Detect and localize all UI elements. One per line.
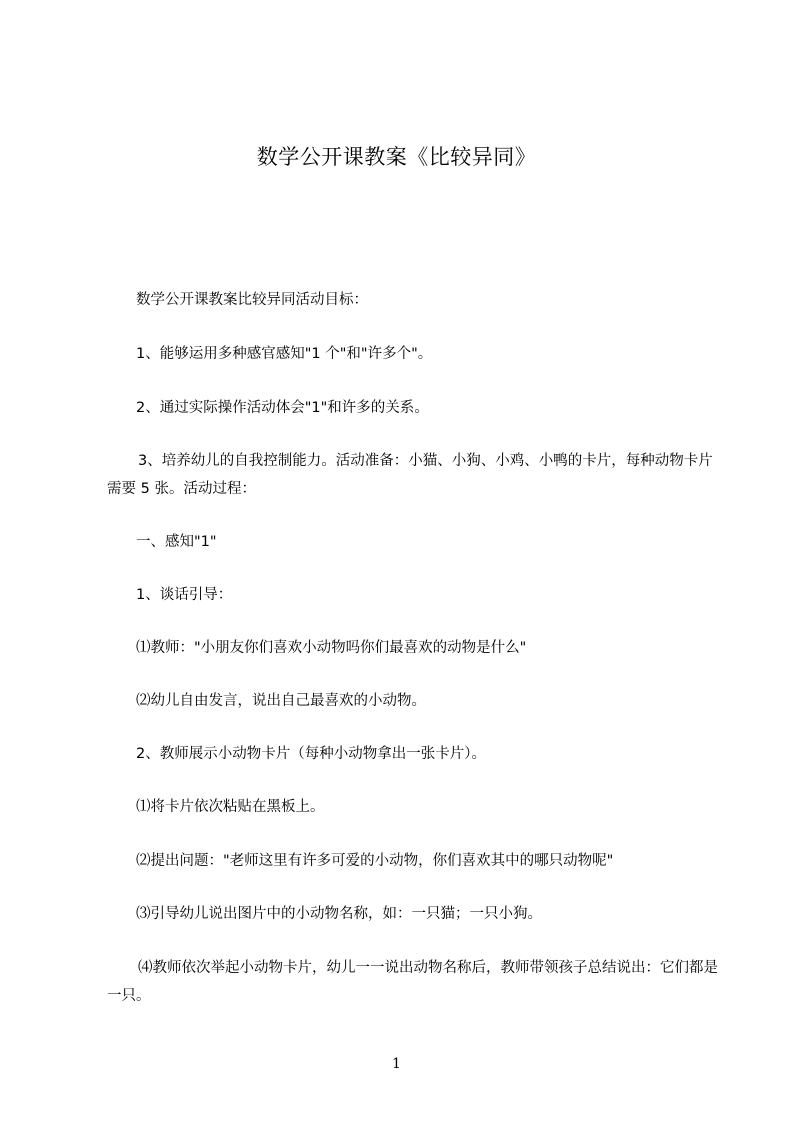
paragraph-step-2-3: ⑶引导幼儿说出图片中的小动物名称，如：一只猫；一只小狗。 (136, 906, 542, 922)
paragraph-objective-3: 3、培养幼儿的自我控制能力。活动准备：小猫、小狗、小鸡、小鸭的卡片，每种动物卡片需要 5 张。活动过程： (107, 453, 713, 497)
paragraph-step-1: 1、谈话引导： (136, 587, 233, 603)
paragraph-step-2-1: ⑴将卡片依次粘贴在黑板上。 (136, 799, 325, 815)
paragraph-step-1-1: ⑴教师："小朋友你们喜欢小动物吗你们最喜欢的动物是什么" (136, 640, 527, 656)
paragraph-section-1-heading: 一、感知"1" (136, 534, 217, 550)
paragraph-objective-1: 1、能够运用多种感官感知"1 个"和"许多个"。 (136, 346, 433, 362)
paragraph-step-2: 2、教师展示小动物卡片（每种小动物拿出一张卡片）。 (136, 746, 486, 762)
paragraph-objective-2: 2、通过实际操作活动体会"1"和许多的关系。 (136, 400, 429, 416)
paragraph-objectives-heading: 数学公开课教案比较异同活动目标： (136, 292, 368, 308)
paragraph-step-2-4: ⑷教师依次举起小动物卡片，幼儿一一说出动物名称后，教师带领孩子总结说出：它们都是一只。 (107, 960, 718, 1004)
paragraph-step-2-2: ⑵提出问题："老师这里有许多可爱的小动物，你们喜欢其中的哪只动物呢" (136, 853, 614, 869)
document-title: 数学公开课教案《比较异同》 (256, 145, 537, 169)
page-number: 1 (392, 1056, 401, 1072)
paragraph-step-1-2: ⑵幼儿自由发言，说出自己最喜欢的小动物。 (136, 693, 426, 709)
